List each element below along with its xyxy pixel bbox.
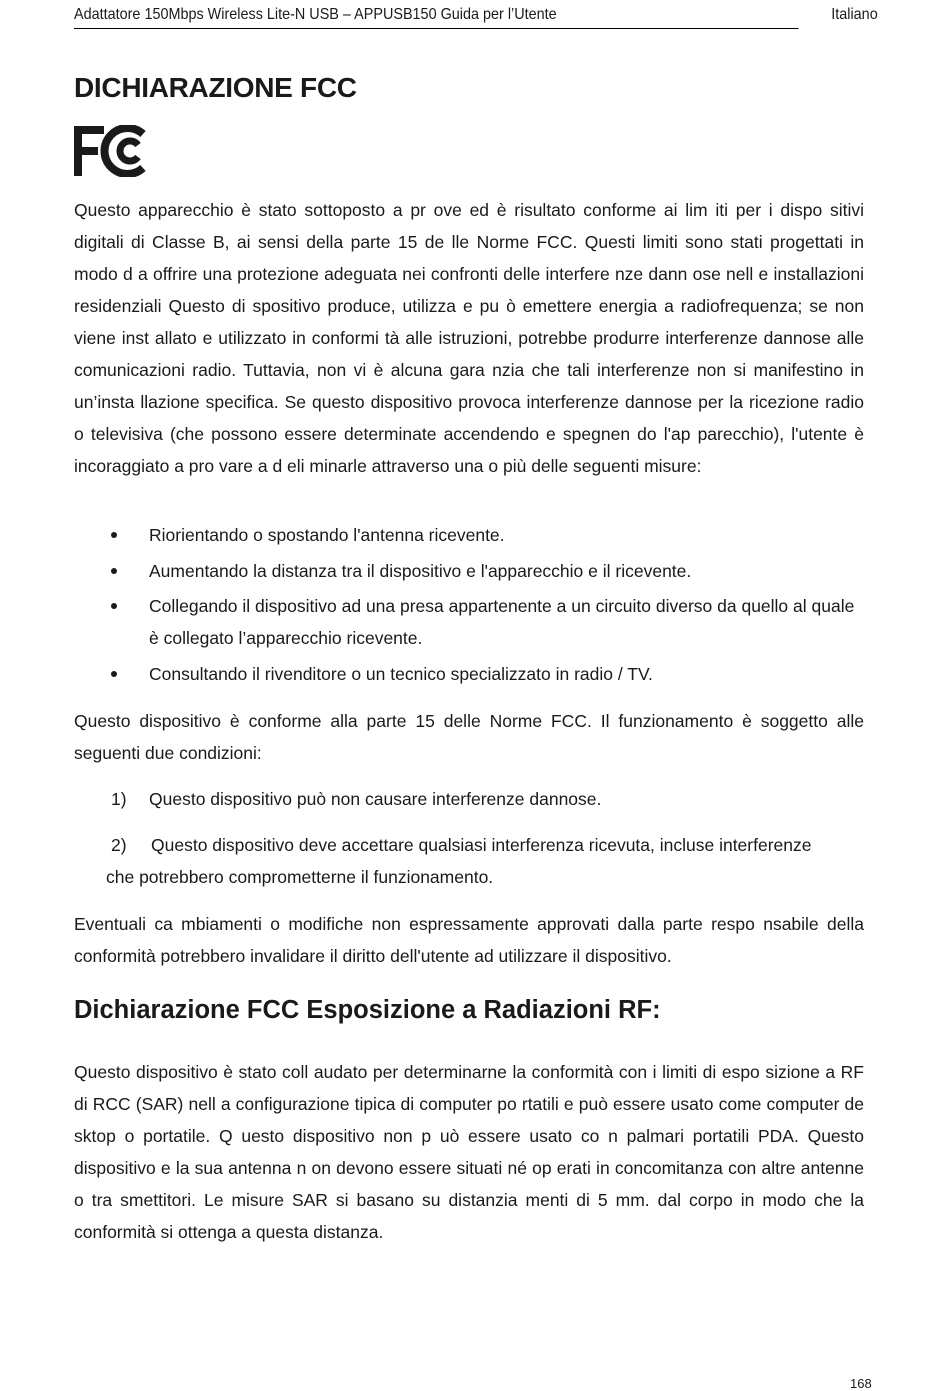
fcc-logo-icon xyxy=(74,125,148,177)
bullet-icon xyxy=(111,532,117,538)
rf-exposure-paragraph: Questo dispositivo è stato coll audato per determinarne la conformità con i limiti di espo sizione a RF di RCC (SAR) nell a configurazione tipica di computer po rtatili e può essere usato come computer de sktop o portatile. Q uesto dispositivo non p uò essere usato co n palmari portatili PDA. Questo dispositivo e la sua antenna n on devono essere situati né op erati in concomitanza con altre antenne o tra smettitori. Le misure SAR si basano su distanzia menti di 5 mm. dal corpo in modo che la conformità si ottenga a questa distanza. xyxy=(74,1062,864,1242)
condition-number: 2) xyxy=(111,835,127,855)
page-title: DICHIARAZIONE FCC xyxy=(74,72,357,103)
header-title: Adattatore 150Mbps Wireless Lite-N USB – APPUSB150 Guida per l’Utente xyxy=(74,6,557,23)
section-subtitle: Dichiarazione FCC Esposizione a Radiazioni RF: xyxy=(74,996,661,1024)
header-language: Italiano xyxy=(831,6,878,23)
condition-item xyxy=(74,783,864,815)
fcc-paragraph-3: Eventuali ca mbiamenti o modifiche non espressamente approvati dalla parte respo nsabile della conformità potrebbero invalidare il diritto dell'utente ad utilizzare il dispositivo. xyxy=(74,914,864,966)
bullet-icon xyxy=(111,568,117,574)
page-number: 168 xyxy=(850,1376,872,1391)
bullet-icon xyxy=(111,671,117,677)
page-header xyxy=(74,0,878,29)
list-item: Riorientando o spostando l'antenna ricevente. xyxy=(74,519,864,551)
condition-number: 1) xyxy=(111,789,127,809)
condition-text: Questo dispositivo può non causare interferenze dannose. xyxy=(149,789,602,809)
measures-list xyxy=(74,519,864,693)
list-item: Consultando il rivenditore o un tecnico specializzato in radio / TV. xyxy=(74,658,864,690)
fcc-paragraph-1: Questo apparecchio è stato sottoposto a pr ove ed è risultato conforme ai lim iti per i dispo sitivi digitali di Classe B, ai sensi della parte 15 de lle Norme FCC. Questi limiti sono stati progettati in modo d a offrire una protezione adeguata nei confronti delle interfere nze dann ose nell e installazioni residenziali Questo di spositivo produce, utilizza e pu ò emettere energia a radiofrequenza; se non viene inst allato e utilizzato in conformi tà alle istruzioni, potrebbe produrre interferenze dannose alle comunicazioni radio. Tuttavia, non vi è alcuna gara nzia che tali interferenze non si manifestino in un’insta llazione specifica. Se questo dispositivo provoca interferenze dannose per la ricezione radio o televisiva (che possono essere determinate accendendo e spegnen do l'ap parecchio), l'utente è incoraggiato a pro vare a d eli minarle attraverso una o più delle seguenti misure: xyxy=(74,200,864,476)
condition-text-continued: che potrebbero comprometterne il funzionamento. xyxy=(106,867,494,887)
bullet-icon xyxy=(111,603,117,609)
fcc-paragraph-2: Questo dispositivo è conforme alla parte 15 delle Norme FCC. Il funzionamento è soggetto alle seguenti due condizioni: xyxy=(74,711,864,763)
list-item: Collegando il dispositivo ad una presa appartenente a un circuito diverso da quello al quale è collegato l’apparecchio ricevente. xyxy=(74,590,864,654)
condition-text: Questo dispositivo deve accettare qualsiasi interferenza ricevuta, incluse interferenze xyxy=(151,835,812,855)
list-item: Aumentando la distanza tra il dispositivo e l'apparecchio e il ricevente. xyxy=(74,555,864,587)
condition-item xyxy=(74,829,864,893)
